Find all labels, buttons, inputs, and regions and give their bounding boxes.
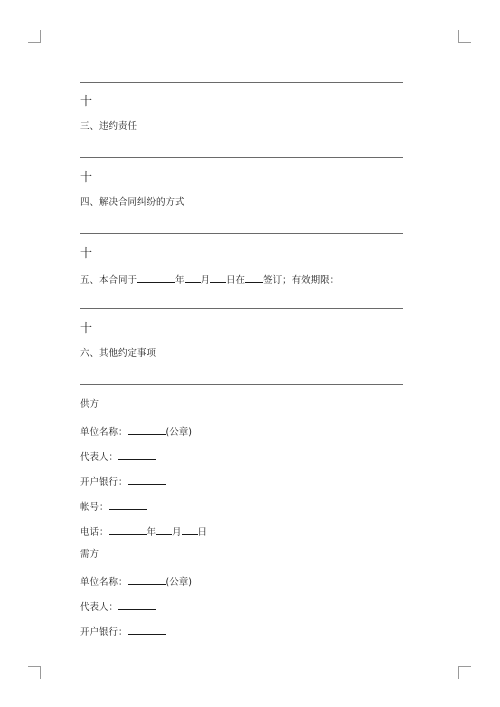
- supplier-representative: 代表人：: [80, 449, 156, 465]
- supplier-bank: 开户银行：: [80, 474, 166, 490]
- supplier-phone-date: 电话： 年 月 日: [80, 524, 207, 540]
- supplier-heading: 供方: [80, 399, 100, 410]
- fill-line: [80, 157, 403, 158]
- month-blank[interactable]: [185, 272, 201, 283]
- supplier-phone-blank[interactable]: [109, 524, 147, 535]
- signing-suffix: 签订；有效期限：: [263, 275, 340, 286]
- fill-line: [80, 233, 403, 234]
- section-breach-heading: 三、违约责任: [80, 121, 138, 132]
- supplier-day-blank[interactable]: [182, 524, 198, 535]
- fill-line: [80, 384, 403, 385]
- seal-label: (公章): [165, 427, 192, 438]
- section-dispute-heading: 四、解决合同纠纷的方式: [80, 197, 185, 208]
- year-label: 年: [175, 275, 185, 286]
- day-at-label: 日在: [226, 275, 246, 286]
- buyer-representative: 代表人：: [80, 599, 156, 615]
- supplier-unit-name-blank[interactable]: [128, 424, 166, 435]
- crop-mark-top-right: [458, 30, 471, 43]
- buyer-bank-blank[interactable]: [128, 624, 166, 635]
- cross-mark: 十: [80, 94, 93, 108]
- crop-mark-bottom-left: [28, 666, 41, 679]
- crop-mark-bottom-right: [458, 666, 471, 679]
- day-blank[interactable]: [210, 272, 226, 283]
- fill-line: [80, 308, 403, 309]
- year-blank[interactable]: [137, 272, 175, 283]
- supplier-account: 帐号：: [80, 499, 147, 515]
- signing-prefix: 五、本合同于: [80, 275, 138, 286]
- cross-mark: 十: [80, 170, 93, 184]
- month-label: 月: [200, 275, 211, 286]
- cross-mark: 十: [80, 246, 93, 260]
- fill-line: [80, 82, 403, 83]
- cross-mark: 十: [80, 321, 93, 335]
- crop-mark-top-left: [28, 30, 41, 43]
- buyer-bank: 开户银行：: [80, 624, 166, 640]
- section-other-heading: 六、其他约定事项: [80, 348, 157, 359]
- buyer-rep-blank[interactable]: [118, 599, 156, 610]
- supplier-bank-blank[interactable]: [128, 474, 166, 485]
- supplier-month-blank[interactable]: [156, 524, 172, 535]
- supplier-rep-blank[interactable]: [118, 449, 156, 460]
- supplier-account-blank[interactable]: [109, 499, 147, 510]
- section-signing-line: [80, 272, 339, 288]
- buyer-heading: 需方: [80, 549, 100, 560]
- place-blank[interactable]: [245, 272, 263, 283]
- buyer-unit-name-blank[interactable]: [128, 574, 166, 585]
- seal-label: (公章): [165, 577, 192, 588]
- supplier-unit-name: 单位名称： (公章): [80, 424, 192, 440]
- buyer-unit-name: 单位名称： (公章): [80, 574, 192, 590]
